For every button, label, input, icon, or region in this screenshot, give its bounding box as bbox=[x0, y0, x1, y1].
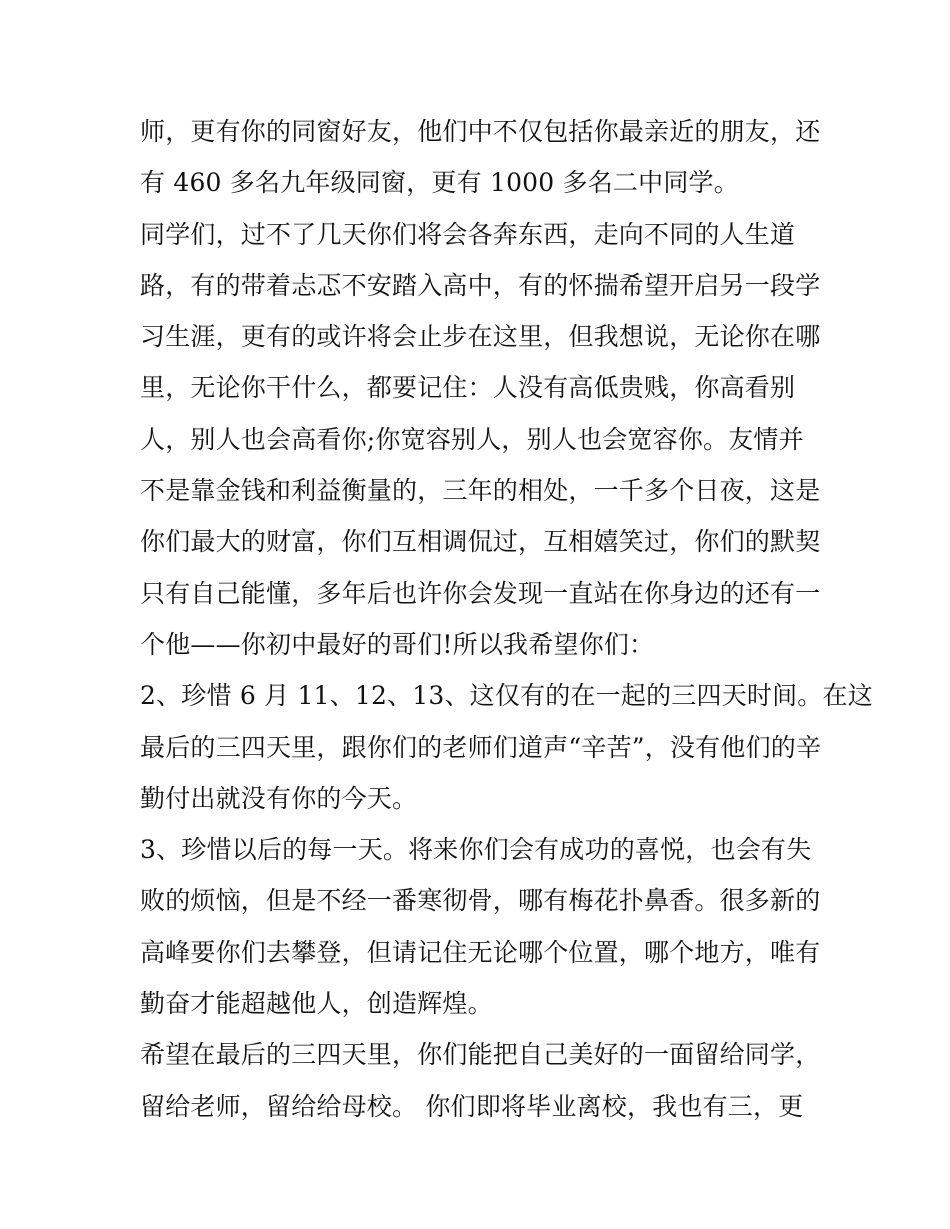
text-line-5: 习生涯，更有的或许将会止步在这里，但我想说，无论你在哪 bbox=[140, 322, 821, 352]
text-line-16: 败的烦恼，但是不经一番寒彻骨，哪有梅花扑鼻香。很多新的 bbox=[140, 886, 821, 916]
text-line-9: 你们最大的财富，你们互相调侃过，互相嬉笑过，你们的默契 bbox=[140, 527, 821, 557]
text-line-17: 高峰要你们去攀登，但请记住无论哪个位置，哪个地方，唯有 bbox=[140, 937, 821, 967]
text-line-15: 3、珍惜以后的每一天。将来你们会有成功的喜悦，也会有失 bbox=[140, 835, 812, 865]
text-line-7: 人，别人也会高看你;你宽容别人，别人也会宽容你。友情并 bbox=[140, 424, 804, 454]
text-line-6: 里，无论你干什么，都要记住：人没有高低贵贱，你高看别 bbox=[140, 373, 796, 403]
text-line-2: 有 460 多名九年级同窗，更有 1000 多名二中同学。 bbox=[140, 168, 739, 198]
text-line-10: 只有自己能懂，多年后也许你会发现一直站在你身边的还有一 bbox=[140, 578, 821, 608]
text-line-14: 勤付出就没有你的今天。 bbox=[140, 783, 418, 813]
text-line-8: 不是靠金钱和利益衡量的，三年的相处，一千多个日夜，这是 bbox=[140, 476, 821, 506]
text-line-1: 师，更有你的同窗好友，他们中不仅包括你最亲近的朋友，还 bbox=[140, 117, 821, 146]
text-line-13: 最后的三四天里，跟你们的老师们道声“辛苦”，没有他们的辛 bbox=[140, 732, 822, 762]
text-line-3: 同学们，过不了几天你们将会各奔东西，走向不同的人生道 bbox=[140, 219, 796, 249]
text-line-19: 希望在最后的三四天里，你们能把自己美好的一面留给同学， bbox=[140, 1040, 821, 1070]
document-body bbox=[140, 106, 873, 1132]
text-line-20: 留给老师，留给给母校。 你们即将毕业离校，我也有三，更 bbox=[140, 1091, 804, 1121]
text-line-18: 勤奋才能超越他人，创造辉煌。 bbox=[140, 989, 493, 1019]
text-line-12: 2、珍惜 6 月 11、12、13、这仅有的在一起的三四天时间。在这 bbox=[140, 681, 873, 711]
text-line-11: 个他——你初中最好的哥们!所以我希望你们： bbox=[140, 629, 655, 659]
text-line-4: 路，有的带着忐忑不安踏入高中，有的怀揣希望开启另一段学 bbox=[140, 270, 821, 300]
